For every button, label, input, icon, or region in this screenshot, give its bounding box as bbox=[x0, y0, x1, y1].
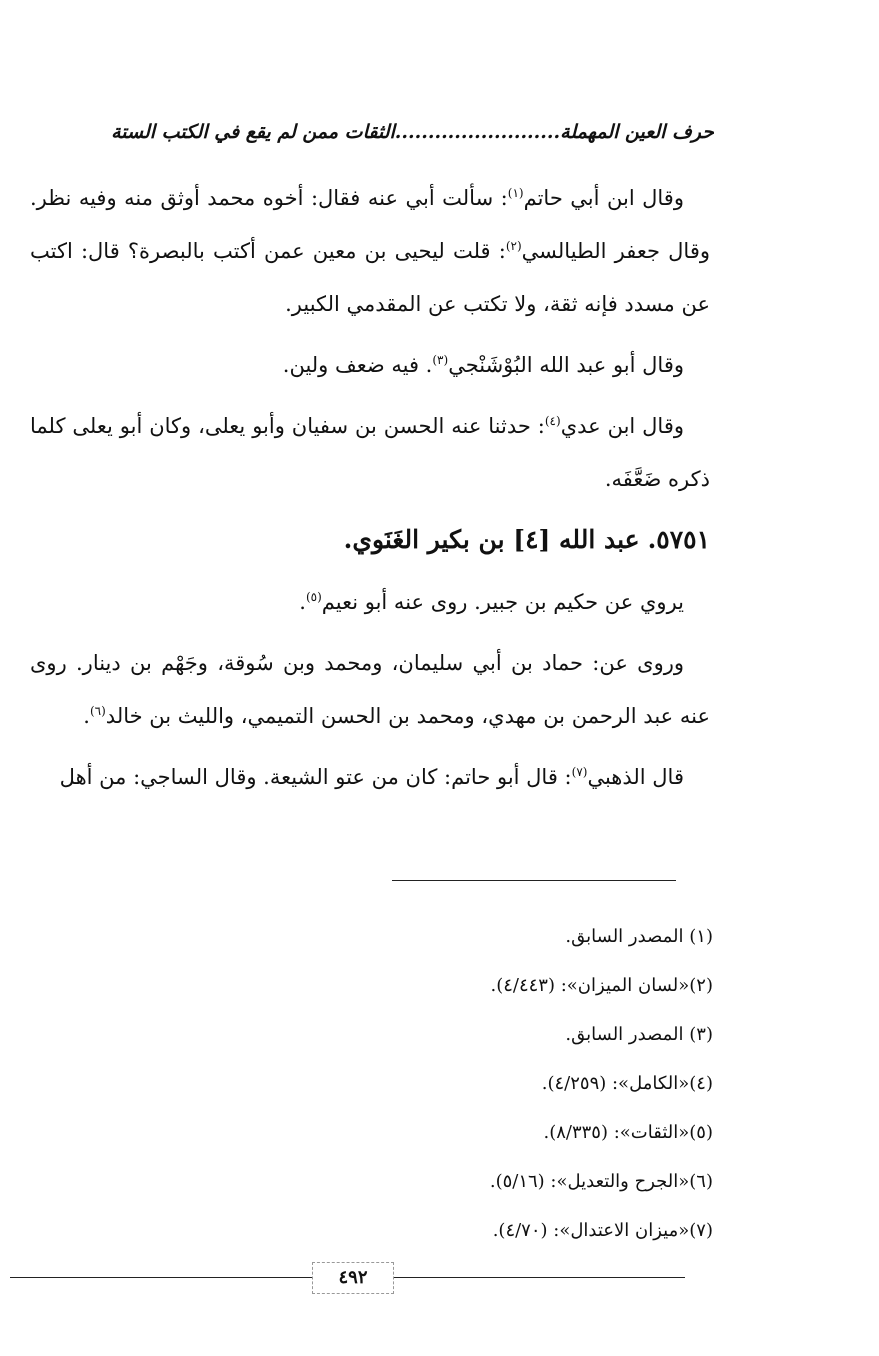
entry-name: عبد الله [٤] بن بكير الغَنَوي. bbox=[343, 525, 640, 554]
paragraph-bushanji bbox=[30, 339, 710, 392]
running-header: حرف العين المهملة.........................الثقات ممن لم يقع في الكتب الستة bbox=[111, 121, 714, 143]
paragraph-ibn-adi bbox=[30, 400, 710, 506]
text-segment: وروى عن: حماد بن أبي سليمان، ومحمد وبن سُوقة، وجَهْم بن دينار. روى عنه عبد الرحمن بن مهدي، ومحمد بن الحسن التميمي، والليث بن خالد bbox=[30, 651, 710, 728]
main-text bbox=[30, 172, 710, 812]
text-segment: قال الذهبي bbox=[587, 765, 684, 789]
text-segment: : حدثنا عنه الحسن بن سفيان وأبو يعلى، وكان أبو يعلى كلما ذكره ضَعَّفَه. bbox=[30, 414, 710, 491]
footnote-ref-7[interactable]: (٧) bbox=[571, 765, 588, 779]
footnote-ref-5[interactable]: (٥) bbox=[305, 590, 322, 604]
footnote-item: (٥)«الثقات»: (٨/٣٣٥). bbox=[543, 1122, 713, 1143]
footnote-item: (٦)«الجرح والتعديل»: (٥/١٦). bbox=[489, 1171, 713, 1192]
text-segment: . bbox=[83, 704, 90, 728]
footnote-item: (٢)«لسان الميزان»: (٤/٤٤٣). bbox=[490, 975, 713, 996]
entry-number: ٥٧٥١. bbox=[647, 525, 710, 554]
paragraph-narrators bbox=[30, 637, 710, 743]
footnote-item: (١) المصدر السابق. bbox=[565, 926, 713, 947]
text-segment: . bbox=[299, 590, 306, 614]
footnote-ref-1[interactable]: (١) bbox=[507, 186, 524, 200]
footnote-item: (٣) المصدر السابق. bbox=[565, 1024, 713, 1045]
paragraph-dhahabi bbox=[30, 751, 710, 804]
text-segment: : قلت ليحيى بن معين عمن أكتب بالبصرة؟ قال: اكتب عن مسدد فإنه ثقة، ولا تكتب عن المقدمي الكبير. bbox=[30, 239, 710, 316]
entry-heading bbox=[30, 514, 710, 566]
paragraph-narrates bbox=[30, 576, 710, 629]
text-segment: وقال ابن أبي حاتم bbox=[523, 186, 684, 210]
footnote-ref-4[interactable]: (٤) bbox=[544, 414, 561, 428]
text-segment: يروي عن حكيم بن جبير. روى عنه أبو نعيم bbox=[321, 590, 684, 614]
text-segment: . فيه ضعف ولين. bbox=[282, 353, 433, 377]
text-segment: : قال أبو حاتم: كان من عتو الشيعة. وقال الساجي: من أهل bbox=[59, 765, 572, 789]
footnote-ref-3[interactable]: (٣) bbox=[432, 353, 449, 367]
text-segment: وقال ابن عدي bbox=[560, 414, 685, 438]
footnote-item: (٤)«الكامل»: (٤/٢٥٩). bbox=[541, 1073, 713, 1094]
footnote-ref-6[interactable]: (٦) bbox=[89, 704, 106, 718]
footnote-divider bbox=[392, 880, 676, 881]
footnote-ref-2[interactable]: (٢) bbox=[505, 239, 522, 253]
text-segment: : سألت أبي عنه فقال: أخوه محمد أوثق منه وفيه نظر. وقال جعفر الطيالسي bbox=[30, 186, 711, 263]
paragraph-ibn-abi-hatim bbox=[30, 172, 710, 331]
footnotes-list bbox=[193, 912, 713, 1255]
footnote-item: (٧)«ميزان الاعتدال»: (٤/٧٠). bbox=[492, 1220, 713, 1241]
text-segment: وقال أبو عبد الله البُوْشَنْجي bbox=[448, 353, 684, 377]
page-number: ٤٩٢ bbox=[312, 1262, 394, 1294]
